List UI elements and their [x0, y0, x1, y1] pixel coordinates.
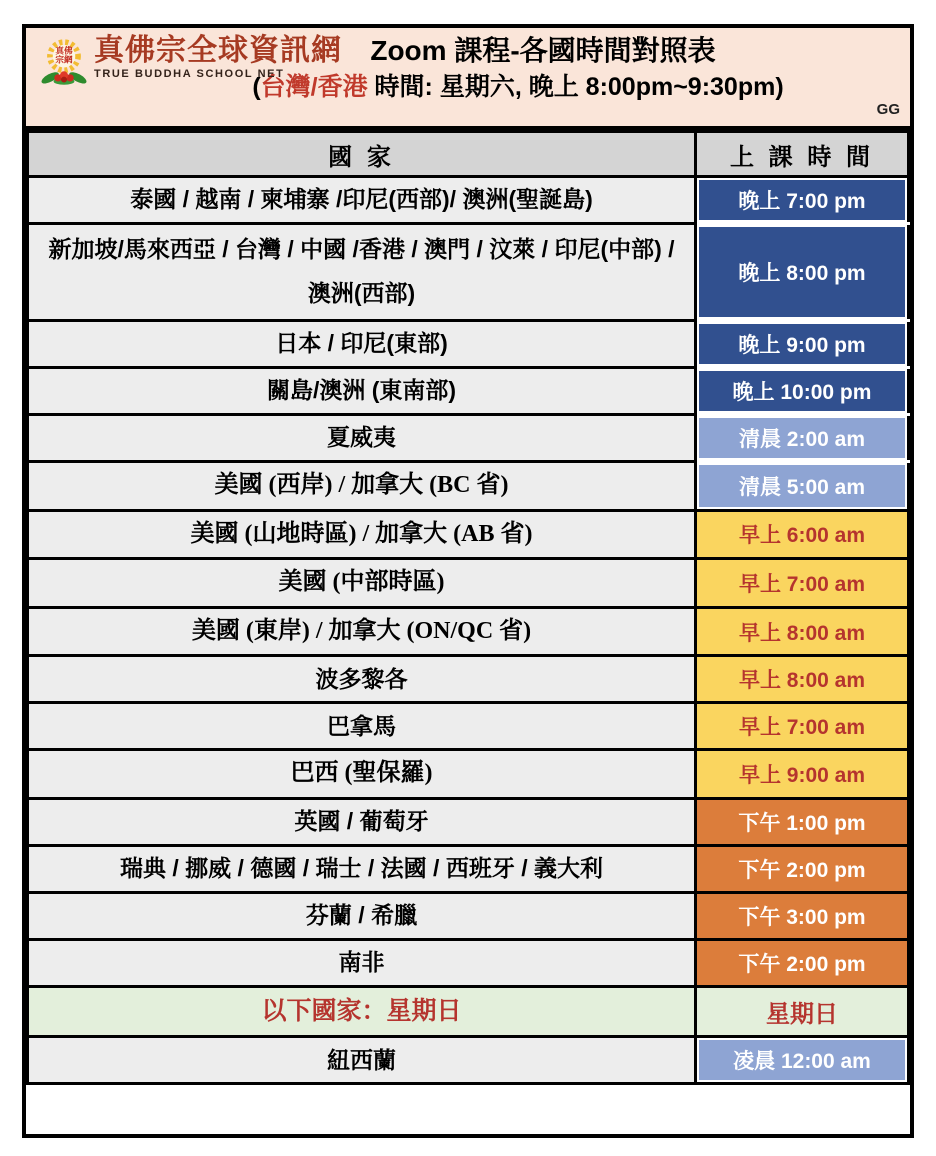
table-row	[28, 559, 909, 608]
time-cell	[696, 892, 909, 939]
time-cell	[696, 462, 909, 511]
country-cell: 巴西 (聖保羅)	[28, 750, 696, 799]
country-cell: 泰國 / 越南 / 柬埔寨 /印尼(西部)/ 澳洲(聖誕島)	[28, 177, 696, 224]
table-header-row	[28, 132, 909, 177]
country-cell: 紐西蘭	[28, 1037, 696, 1084]
time-cell	[696, 177, 909, 224]
time-value: 下午 1:00 pm	[697, 800, 907, 844]
table-row	[28, 845, 909, 892]
country-cell: 波多黎各	[28, 656, 696, 703]
country-cell: 南非	[28, 939, 696, 986]
time-value: 清晨 2:00 am	[699, 418, 905, 458]
table-row	[28, 986, 909, 1037]
country-cell: 美國 (東岸) / 加拿大 (ON/QC 省)	[28, 607, 696, 656]
logo-chinese-name: 真佛宗全球資訊網	[94, 34, 342, 67]
true-buddha-school-emblem-icon	[38, 35, 90, 93]
timezone-table	[26, 130, 910, 1085]
logo-text	[94, 35, 342, 80]
time-value: 下午 3:00 pm	[697, 894, 907, 938]
watermark-initials: GG	[876, 101, 900, 118]
table-row	[28, 415, 909, 462]
time-value: 早上 8:00 am	[697, 657, 907, 701]
country-cell: 夏威夷	[28, 415, 696, 462]
time-value: 星期日	[697, 988, 907, 1036]
table-row	[28, 321, 909, 368]
country-cell: 美國 (中部時區)	[28, 559, 696, 608]
time-cell	[696, 845, 909, 892]
time-value: 晚上 7:00 pm	[699, 180, 905, 220]
logo-english-name: TRUE BUDDHA SCHOOL NET	[94, 68, 285, 80]
country-cell: 英國 / 葡萄牙	[28, 798, 696, 845]
subtitle-time-text: 時間: 星期六, 晚上 8:00pm~9:30pm)	[367, 73, 784, 101]
country-cell: 巴拿馬	[28, 703, 696, 750]
country-cell: 關島/澳洲 (東南部)	[28, 368, 696, 415]
table-row	[28, 1037, 909, 1084]
country-cell: 瑞典 / 挪威 / 德國 / 瑞士 / 法國 / 西班牙 / 義大利	[28, 845, 696, 892]
time-cell	[696, 656, 909, 703]
table-row	[28, 703, 909, 750]
time-value: 早上 7:00 am	[697, 560, 907, 606]
time-cell	[696, 321, 909, 368]
time-cell	[696, 368, 909, 415]
country-column-header: 國 家	[28, 132, 696, 177]
table-row	[28, 510, 909, 559]
time-cell	[696, 1037, 909, 1084]
class-time-column-header: 上 課 時 間	[696, 132, 909, 177]
svg-text:宗網: 宗網	[55, 54, 73, 65]
time-value: 早上 9:00 am	[697, 751, 907, 797]
country-cell: 美國 (西岸) / 加拿大 (BC 省)	[28, 462, 696, 511]
table-row	[28, 656, 909, 703]
time-cell	[696, 703, 909, 750]
time-cell	[696, 798, 909, 845]
page-title: Zoom 課程-各國時間對照表	[370, 35, 716, 66]
table-row	[28, 607, 909, 656]
time-cell	[696, 607, 909, 656]
country-cell: 芬蘭 / 希臘	[28, 892, 696, 939]
time-cell	[696, 510, 909, 559]
time-value: 晚上 8:00 pm	[699, 227, 905, 317]
svg-text:真佛: 真佛	[55, 45, 73, 56]
table-row	[28, 939, 909, 986]
page-header	[26, 28, 910, 130]
time-cell	[696, 939, 909, 986]
country-cell: 日本 / 印尼(東部)	[28, 321, 696, 368]
table-row	[28, 462, 909, 511]
country-cell: 美國 (山地時區) / 加拿大 (AB 省)	[28, 510, 696, 559]
country-cell: 新加坡/馬來西亞 / 台灣 / 中國 /香港 / 澳門 / 汶萊 / 印尼(中部) / 澳洲(西部)	[28, 224, 696, 321]
table-row	[28, 798, 909, 845]
time-cell	[696, 415, 909, 462]
time-value: 晚上 9:00 pm	[699, 324, 905, 364]
time-value: 早上 8:00 am	[697, 609, 907, 655]
time-value: 下午 2:00 pm	[697, 847, 907, 891]
table-row	[28, 177, 909, 224]
time-value: 早上 6:00 am	[697, 512, 907, 558]
table-row	[28, 368, 909, 415]
timetable-board	[22, 24, 914, 1138]
time-cell	[696, 224, 909, 321]
time-value: 晚上 10:00 pm	[699, 371, 905, 411]
table-row	[28, 892, 909, 939]
table-row	[28, 224, 909, 321]
subtitle-open: (	[252, 73, 261, 101]
time-value: 凌晨 12:00 am	[699, 1040, 905, 1080]
table-row	[28, 750, 909, 799]
time-cell	[696, 986, 909, 1037]
time-cell	[696, 559, 909, 608]
time-value: 下午 2:00 pm	[697, 941, 907, 985]
time-value: 清晨 5:00 am	[699, 465, 905, 507]
time-value: 早上 7:00 am	[697, 704, 907, 748]
logo	[38, 35, 342, 93]
subtitle-taiwan-hongkong: 台灣/香港	[260, 73, 368, 101]
time-cell	[696, 750, 909, 799]
country-cell: 以下國家：星期日	[28, 986, 696, 1037]
